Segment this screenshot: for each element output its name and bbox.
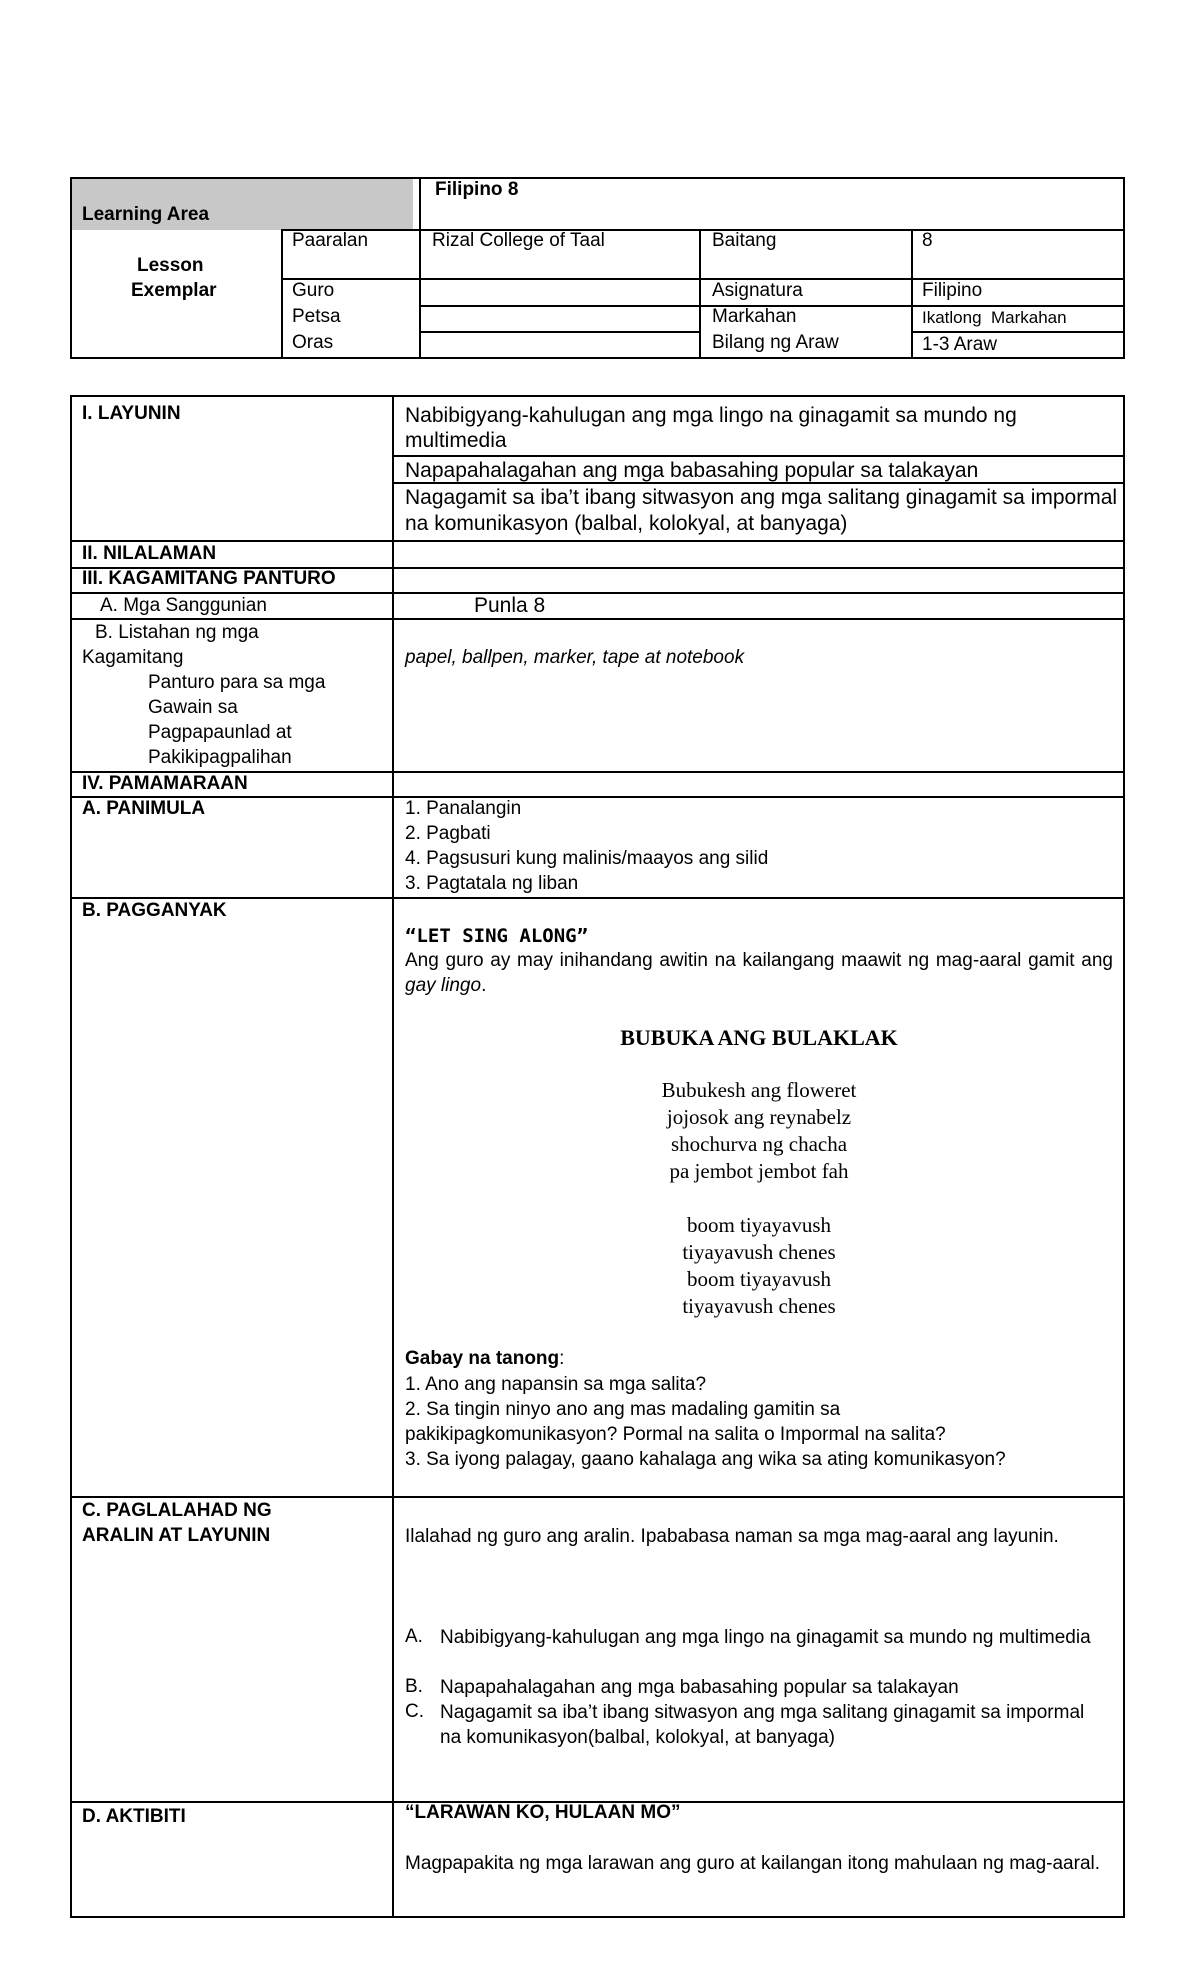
listahan-label-1: B. Listahan ng mga [95, 622, 259, 643]
pagganyak-label: B. PAGGANYAK [82, 900, 227, 921]
learning-area-label: Learning Area [82, 204, 210, 225]
baitang-value: 8 [922, 230, 933, 251]
listahan-label-2: Kagamitang [82, 647, 184, 668]
bilang-label: Bilang ng Araw [712, 332, 839, 353]
layunin-item-1: Nabibigyang-kahulugan ang mga lingo na ginagamit sa mundo ng multimedia [405, 404, 1017, 452]
asignatura-value: Filipino [922, 280, 983, 301]
asignatura-label: Asignatura [712, 280, 803, 301]
bilang-value: 1-3 Araw [922, 334, 997, 355]
panimula-label: A. PANIMULA [82, 798, 206, 819]
panimula-item-4: 3. Pagtatala ng liban [405, 873, 579, 894]
pagganyak-intro-text: Ang guro ay may inihandang awitin na kailangang maawit ng mag-aaral gamit ang [405, 950, 1113, 971]
objective-letter-c: C. [405, 1701, 424, 1722]
objective-letter-b: B. [405, 1676, 423, 1697]
markahan-value: Ikatlong Markahan [922, 308, 1067, 327]
sanggunian-label: A. Mga Sanggunian [100, 595, 267, 616]
objective-text-c: Nagagamit sa iba’t ibang sitwasyon ang mga salitang ginagamit sa impormal na komunikasyon(balbal, kolokyal, at banyaga) [440, 1702, 1085, 1748]
objective-letter-a: A. [405, 1626, 423, 1647]
pagganyak-intro-end: . [481, 975, 487, 996]
objective-text-b: Napapahalagahan ang mga babasahing popular sa talakayan [440, 1677, 959, 1698]
listahan-label-3: Panturo para sa mga [148, 672, 326, 693]
song-line-4: pa jembot jembot fah [669, 1159, 849, 1183]
listahan-label-6: Pakikipagpalihan [148, 747, 292, 768]
baitang-label: Baitang [712, 230, 777, 251]
paaralan-label: Paaralan [292, 230, 369, 251]
paglalahad-intro: Ilalahad ng guro ang aralin. Ipababasa naman sa mga mag-aaral ang layunin. [405, 1526, 1059, 1547]
lesson-exemplar-line1: Lesson [137, 255, 204, 276]
panimula-item-1: 1. Panalangin [405, 798, 522, 819]
guide-question-3: 3. Sa iyong palagay, gaano kahalaga ang wika sa ating komunikasyon? [405, 1449, 1006, 1470]
guro-label: Guro [292, 280, 335, 301]
sanggunian-value: Punla 8 [474, 594, 546, 617]
song-title: BUBUKA ANG BULAKLAK [620, 1025, 898, 1050]
guide-label: Gabay na tanong [405, 1348, 560, 1369]
song-line-6: tiyayavush chenes [682, 1240, 836, 1264]
song-line-1: Bubukesh ang floweret [661, 1078, 857, 1102]
kagamitan-label: III. KAGAMITANG PANTURO [82, 568, 336, 589]
panimula-item-2: 2. Pagbati [405, 823, 491, 844]
pagganyak-activity-title: “LET SING ALONG” [405, 925, 589, 947]
listahan-label-4: Gawain sa [148, 697, 238, 718]
paglalahad-label-1: C. PAGLALAHAD NG [82, 1500, 272, 1521]
oras-label: Oras [292, 332, 334, 353]
guide-question-1: 1. Ano ang napansin sa mga salita? [405, 1374, 707, 1395]
objective-text-a: Nabibigyang-kahulugan ang mga lingo na ginagamit sa mundo ng multimedia [440, 1627, 1091, 1648]
lesson-exemplar-line2: Exemplar [131, 280, 217, 301]
guide-questions-heading [405, 1347, 564, 1371]
nilalaman-label: II. NILALAMAN [82, 543, 217, 564]
petsa-label: Petsa [292, 306, 341, 327]
song-line-2: jojosok ang reynabelz [666, 1105, 852, 1129]
aktibiti-label: D. AKTIBITI [82, 1806, 186, 1827]
aktibiti-text: Magpapakita ng mga larawan ang guro at kailangan itong mahulaan ng mag-aaral. [405, 1853, 1101, 1874]
pamamaraan-label: IV. PAMAMARAAN [82, 773, 248, 794]
layunin-item-2: Napapahalagahan ang mga babasahing popular sa talakayan [405, 459, 979, 482]
guide-colon: : [559, 1348, 565, 1369]
guide-question-2: 2. Sa tingin ninyo ano ang mas madaling gamitin sa pakikipagkomunikasyon? Pormal na salita o Impormal na salita? [405, 1399, 946, 1445]
listahan-label-5: Pagpapaunlad at [148, 722, 292, 743]
song-line-7: boom tiyayavush [686, 1267, 832, 1291]
aktibiti-activity-title: “LARAWAN KO, HULAAN MO” [405, 1802, 681, 1823]
subject-title: Filipino 8 [435, 179, 519, 200]
panimula-item-3: 4. Pagsusuri kung malinis/maayos ang silid [405, 848, 769, 869]
song-line-8: tiyayavush chenes [682, 1294, 836, 1318]
pagganyak-intro [405, 948, 1113, 998]
markahan-label: Markahan [712, 306, 797, 327]
layunin-item-3: Nagagamit sa iba’t ibang sitwasyon ang mga salitang ginagamit sa impormal na komunikasyon (balbal, kolokyal, at banyaga) [405, 486, 1118, 535]
song-line-5: boom tiyayavush [686, 1213, 832, 1237]
song-line-3: shochurva ng chacha [670, 1132, 848, 1156]
layunin-label: I. LAYUNIN [82, 403, 181, 424]
pagganyak-intro-italic: gay lingo [405, 975, 482, 996]
paglalahad-label-2: ARALIN AT LAYUNIN [82, 1525, 271, 1546]
listahan-value: papel, ballpen, marker, tape at notebook [405, 647, 745, 668]
paaralan-value: Rizal College of Taal [432, 230, 605, 251]
